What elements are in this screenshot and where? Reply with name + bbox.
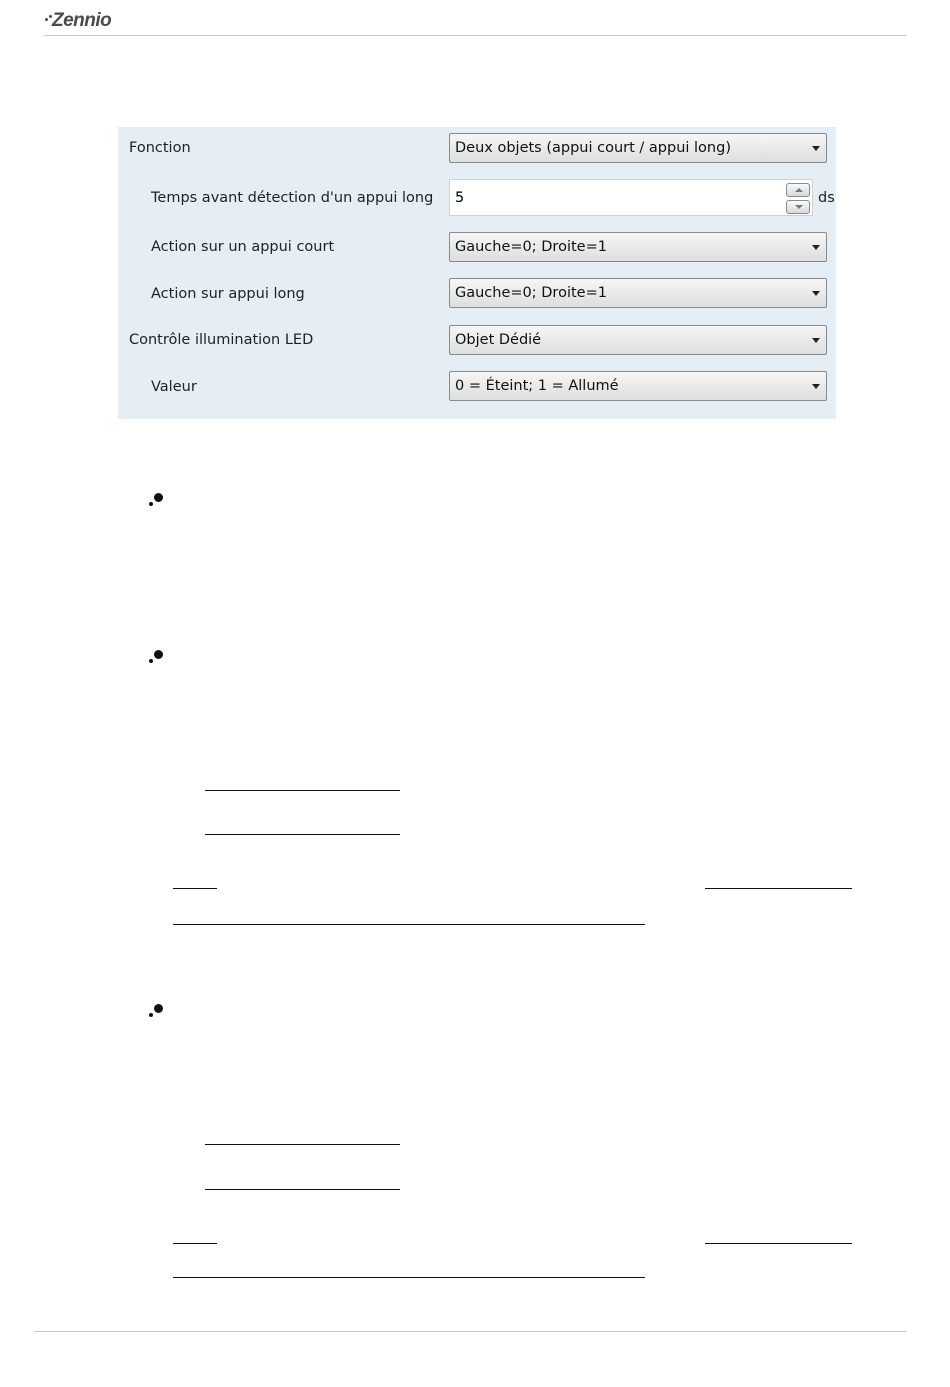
- led-control-value: Objet Dédié: [455, 332, 542, 348]
- chevron-down-icon: [812, 245, 820, 250]
- short-press-action-dropdown[interactable]: [449, 232, 827, 262]
- long-press-time-spinner: [449, 179, 813, 216]
- underline-mark: [173, 1243, 217, 1244]
- underline-mark: [705, 1243, 852, 1244]
- underline-mark: [173, 924, 645, 925]
- spin-up-button[interactable]: [786, 183, 810, 197]
- long-press-action-dropdown[interactable]: [449, 278, 827, 308]
- function-dropdown[interactable]: [449, 133, 827, 163]
- underline-mark: [173, 888, 217, 889]
- function-dropdown-value: Deux objets (appui court / appui long): [455, 140, 731, 156]
- led-control-label: Contrôle illumination LED: [129, 332, 314, 348]
- underline-mark: [205, 1189, 400, 1190]
- long-press-time-unit: ds: [818, 190, 835, 206]
- chevron-down-icon: [812, 291, 820, 296]
- long-press-time-label: Temps avant détection d'un appui long: [151, 190, 434, 206]
- function-label: Fonction: [129, 140, 191, 156]
- value-label: Valeur: [151, 379, 197, 395]
- underline-mark: [205, 790, 400, 791]
- footer-divider: [34, 1331, 906, 1332]
- short-press-action-label: Action sur un appui court: [151, 239, 335, 255]
- underline-mark: [205, 834, 400, 835]
- bullet-icon: [149, 650, 165, 666]
- led-control-dropdown[interactable]: [449, 325, 827, 355]
- zennio-logo: [44, 10, 111, 32]
- long-press-action-label: Action sur appui long: [151, 286, 305, 302]
- short-press-action-value: Gauche=0; Droite=1: [455, 239, 607, 255]
- logo-dots-icon: [44, 10, 52, 30]
- header-divider: [44, 35, 906, 36]
- bullet-icon: [149, 1004, 165, 1020]
- underline-mark: [705, 888, 852, 889]
- parameter-panel: [118, 127, 836, 419]
- long-press-time-input[interactable]: [450, 180, 770, 215]
- spin-down-icon: [795, 205, 803, 209]
- value-dropdown-value: 0 = Éteint; 1 = Allumé: [455, 378, 619, 394]
- long-press-action-value: Gauche=0; Droite=1: [455, 285, 607, 301]
- logo-text: Zennio: [52, 10, 112, 31]
- underline-mark: [173, 1277, 645, 1278]
- value-dropdown[interactable]: [449, 371, 827, 401]
- spin-down-button[interactable]: [786, 200, 810, 214]
- chevron-down-icon: [812, 146, 820, 151]
- bullet-icon: [149, 493, 165, 509]
- underline-mark: [205, 1144, 400, 1145]
- chevron-down-icon: [812, 338, 820, 343]
- spin-up-icon: [795, 188, 803, 192]
- chevron-down-icon: [812, 384, 820, 389]
